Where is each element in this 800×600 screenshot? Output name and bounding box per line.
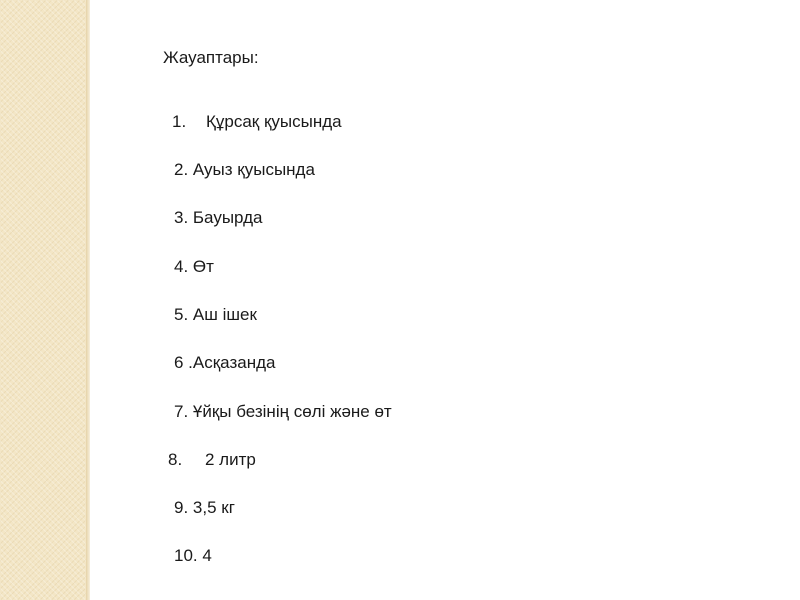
answer-6: 6 .Асқазанда	[174, 353, 276, 372]
answer-1-number: 1.	[172, 112, 187, 131]
answer-9: 9. 3,5 кг	[174, 498, 235, 517]
answer-10: 10. 4	[174, 546, 212, 565]
page-title: Жауаптары:	[163, 48, 259, 67]
decorative-side-band	[0, 0, 86, 600]
answer-8-number: 8.	[168, 450, 183, 469]
answer-1: Құрсақ қуысында	[206, 112, 342, 131]
answer-3: 3. Бауырда	[174, 208, 263, 227]
answer-7: 7. Ұйқы безінің сөлі және өт	[174, 402, 392, 421]
answer-2: 2. Ауыз қуысында	[174, 160, 315, 179]
side-band-edge	[86, 0, 90, 600]
answer-8: 2 литр	[205, 450, 256, 469]
answer-4: 4. Өт	[174, 257, 214, 276]
answer-5: 5. Аш ішек	[174, 305, 257, 324]
